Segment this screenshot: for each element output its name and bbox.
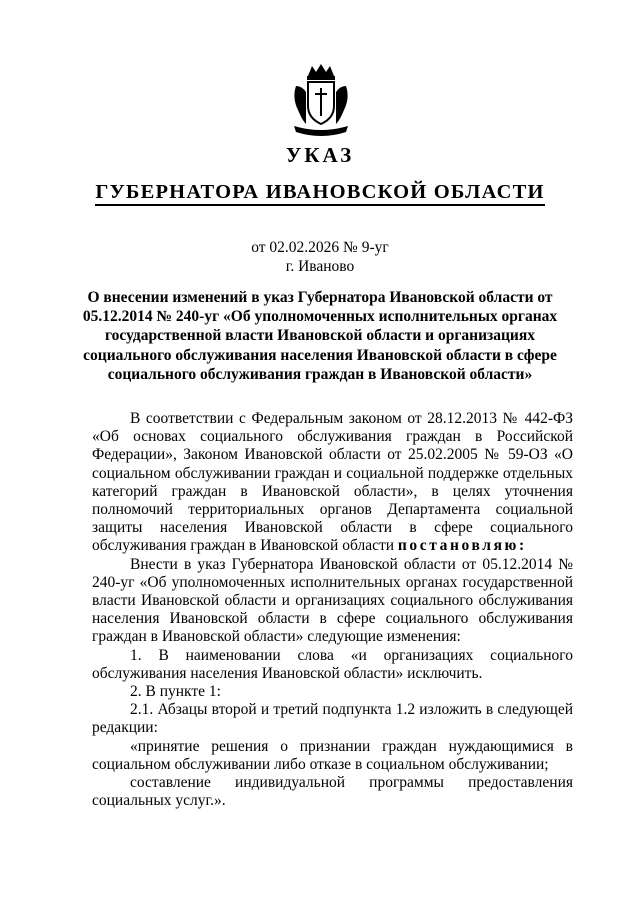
- document-subtitle: [0, 181, 640, 204]
- decree-word: постановляю:: [397, 537, 527, 555]
- body-paragraph-2: 1. В наименовании слова «и организациях социального обслуживания населения Ивановской области» исключить.: [92, 646, 573, 682]
- document-body: [92, 410, 573, 810]
- document-subject: О внесении изменений в указ Губернатора Ивановской области от 05.12.2014 № 240-уг «Об уполномоченных исполнительных органах государственной власти Ивановской области и организациях социального обслуживания населения Ивановской области в сфере социального обслуживания граждан в Ивановской области»: [82, 289, 558, 383]
- body-paragraph-5: «принятие решения о признании граждан нуждающимися в социальном обслуживании либо отказе в социальном обслуживании;: [92, 737, 573, 773]
- body-paragraph-3: 2. В пункте 1:: [130, 683, 221, 701]
- preamble-text: В соответствии с Федеральным законом от 28.12.2013 № 442-ФЗ «Об основах социального обслуживания граждан в Российской Федерации», Законом Ивановской области от 25.02.2005 № 59-ОЗ «О социальном обслуживании граждан и социальной поддержке отдельных категорий граждан в Ивановской области», в целях уточнения полномочий территориальных органов Департамента социальной защиты населения Ивановской области в сфере социального обслуживания граждан в Ивановской области: [92, 410, 573, 555]
- body-paragraph-6: составление индивидуальной программы предоставления социальных услуг.».: [92, 774, 573, 810]
- ivanovo-coat-of-arms-icon: [288, 62, 354, 138]
- document-subtitle-text: ГУБЕРНАТОРА ИВАНОВСКОЙ ОБЛАСТИ: [95, 181, 544, 206]
- document-title: УКАЗ: [285, 143, 355, 167]
- preamble-paragraph: [92, 410, 573, 556]
- body-paragraph-1: Внести в указ Губернатора Ивановской области от 05.12.2014 № 240-уг «Об уполномоченных исполнительных органах государственной власти Ивановской области и организациях социального обслуживания населения Ивановской области в сфере социального обслуживания граждан в Ивановской области» следующие изменения:: [92, 555, 573, 646]
- document-date: от 02.02.2026 № 9-уг: [251, 239, 389, 256]
- document-city: г. Иваново: [285, 258, 355, 275]
- body-paragraph-4: 2.1. Абзацы второй и третий подпункта 1.2 изложить в следующей редакции:: [92, 701, 573, 737]
